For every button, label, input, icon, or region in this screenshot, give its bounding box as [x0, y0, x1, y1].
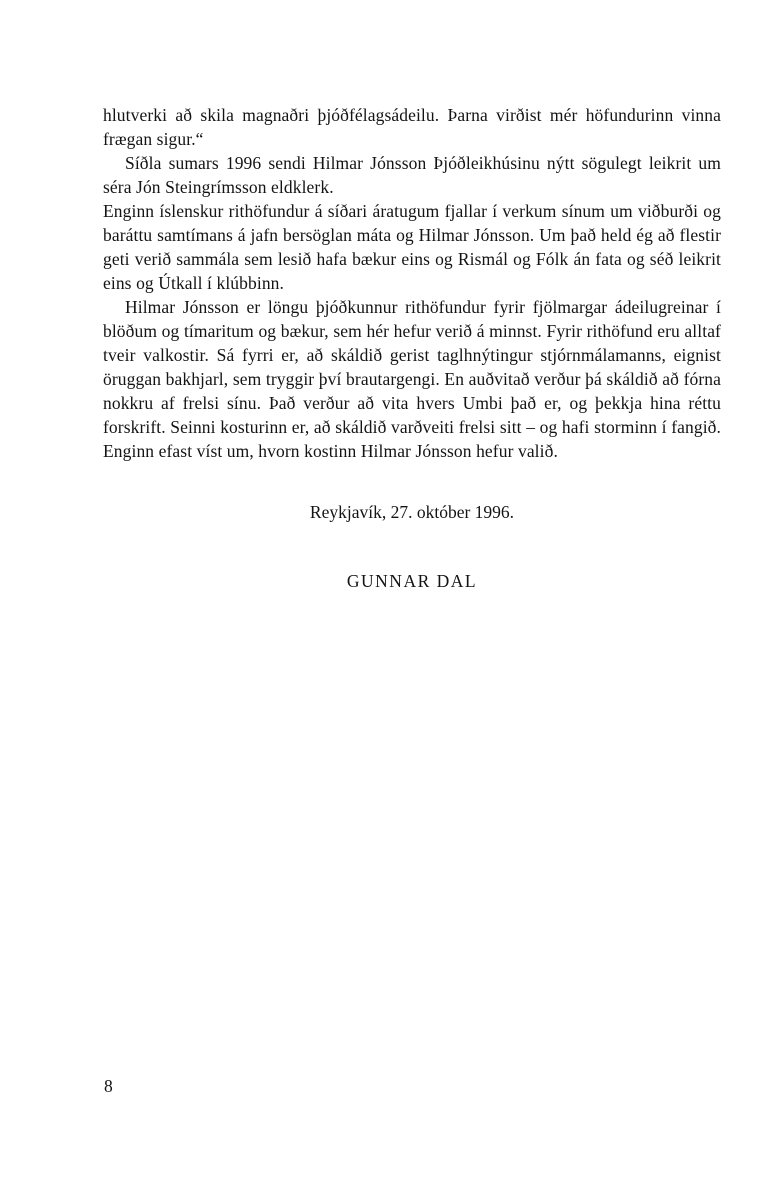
page-number: 8: [104, 1076, 113, 1096]
paragraph: Síðla sumars 1996 sendi Hilmar Jónsson Þjóðleikhúsinu nýtt sögulegt leikrit um séra Jón Steingrímsson eldklerk.: [103, 153, 721, 197]
paragraph: hlutverki að skila magnaðri þjóðfélagsádeilu. Þarna virðist mér höfundurinn vinna frægan sigur.“: [103, 105, 721, 149]
body-text: [103, 103, 721, 463]
paragraph: Hilmar Jónsson er löngu þjóðkunnur rithöfundur fyrir fjölmargar ádeilugreinar í blöðum og tímaritum og bækur, sem hér hefur verið á minnst. Fyrir rithöfund eru alltaf tveir valkostir. Sá fyrri er, að skáldið gerist taglhnýtingur stjórnmálamanns, eignist öruggan bakhjarl, sem tryggir því brautargengi. En auðvitað verður þá skáldið að fórna nokkru af frelsi sínu. Það verður að vita hvers Umbi það er, og þekkja hina réttu forskrift. Seinni kosturinn er, að skáldið varðveiti frelsi sitt – og hafi storminn í fangið. Enginn efast víst um, hvorn kostinn Hilmar Jónsson hefur valið.: [103, 297, 721, 461]
paragraph: Enginn íslenskur rithöfundur á síðari áratugum fjallar í verkum sínum um viðburði og baráttu samtímans á jafn bersöglan máta og Hilmar Jónsson. Um það held ég að flestir geti verið sammála sem lesið hafa bækur eins og Rismál og Fólk án fata og séð leikrit eins og Útkall í klúbbinn.: [103, 201, 721, 293]
author-signature: GUNNAR DAL: [346, 571, 478, 591]
dateline: Reykjavík, 27. október 1996.: [309, 502, 515, 522]
